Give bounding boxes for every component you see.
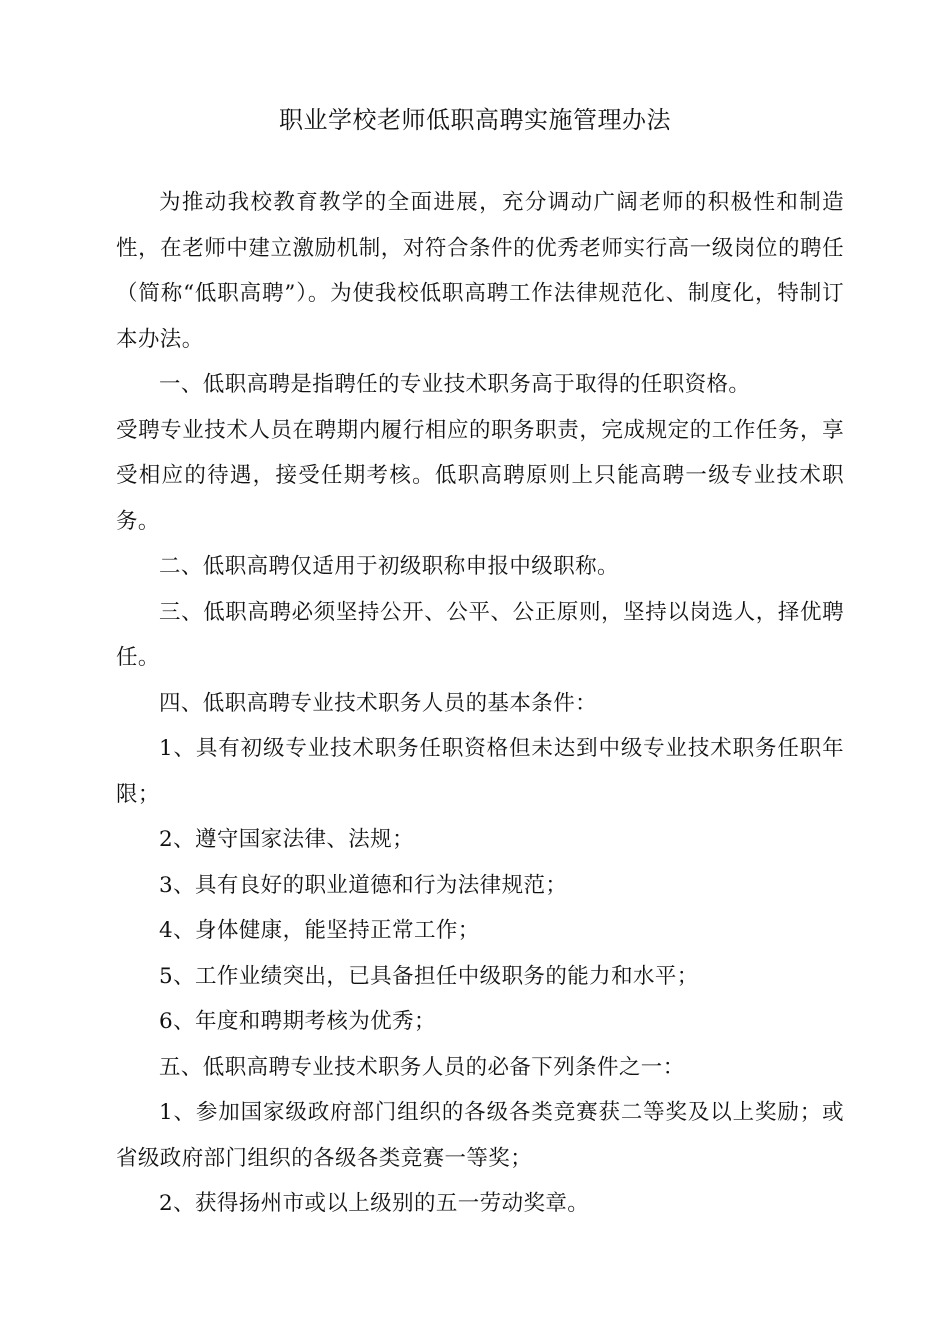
list-item-basic-4: 4、身体健康，能坚持正常工作； [159,918,480,943]
paragraph-section-1: 一、低职高聘是指聘任的专业技术职务高于取得的任职资格。 [159,372,751,397]
list-item-basic-1: 1、具有初级专业技术职务任职资格但未达到中级专业技术职务任职年限； [116,736,844,807]
list-item-required-1: 1、参加国家级政府部门组织的各级各类竞赛获二等奖及以上奖励；或省级政府部门组织的各级各类竞赛一等奖； [116,1100,844,1171]
paragraph-section-2: 二、低职高聘仅适用于初级职称申报中级职称。 [159,554,619,579]
paragraph-section-5: 五、低职高聘专业技术职务人员的必备下列条件之一： [159,1054,685,1080]
list-item-basic-3: 3、具有良好的职业道德和行为法律规范； [159,872,568,898]
document-title: 职业学校老师低职高聘实施管理办法 [279,106,671,134]
document-body [116,180,844,1227]
list-item-basic-5: 5、工作业绩突出，已具备担任中级职务的能力和水平； [159,963,699,989]
list-item-required-2: 2、获得扬州市或以上级别的五一劳动奖章。 [159,1191,590,1216]
paragraph-section-4: 四、低职高聘专业技术职务人员的基本条件： [159,690,598,716]
list-item-basic-2: 2、遵守国家法律、法规； [159,827,414,852]
paragraph-section-3: 三、低职高聘必须坚持公开、公平、公正原则，坚持以岗选人，择优聘任。 [116,599,844,670]
list-item-basic-6: 6、年度和聘期考核为优秀； [159,1009,436,1034]
paragraph-intro: 为推动我校教育教学的全面进展，充分调动广阔老师的积极性和制造性，在老师中建立激励机制，对符合条件的优秀老师实行高一级岗位的聘任（简称“低职高聘”）。为使我校低职高聘工作法律规范化、制度化，特制订本办法。 [116,190,844,352]
paragraph-section-1-detail: 受聘专业技术人员在聘期内履行相应的职务职责，完成规定的工作任务，享受相应的待遇，接受任期考核。低职高聘原则上只能高聘一级专业技术职务。 [116,417,844,534]
